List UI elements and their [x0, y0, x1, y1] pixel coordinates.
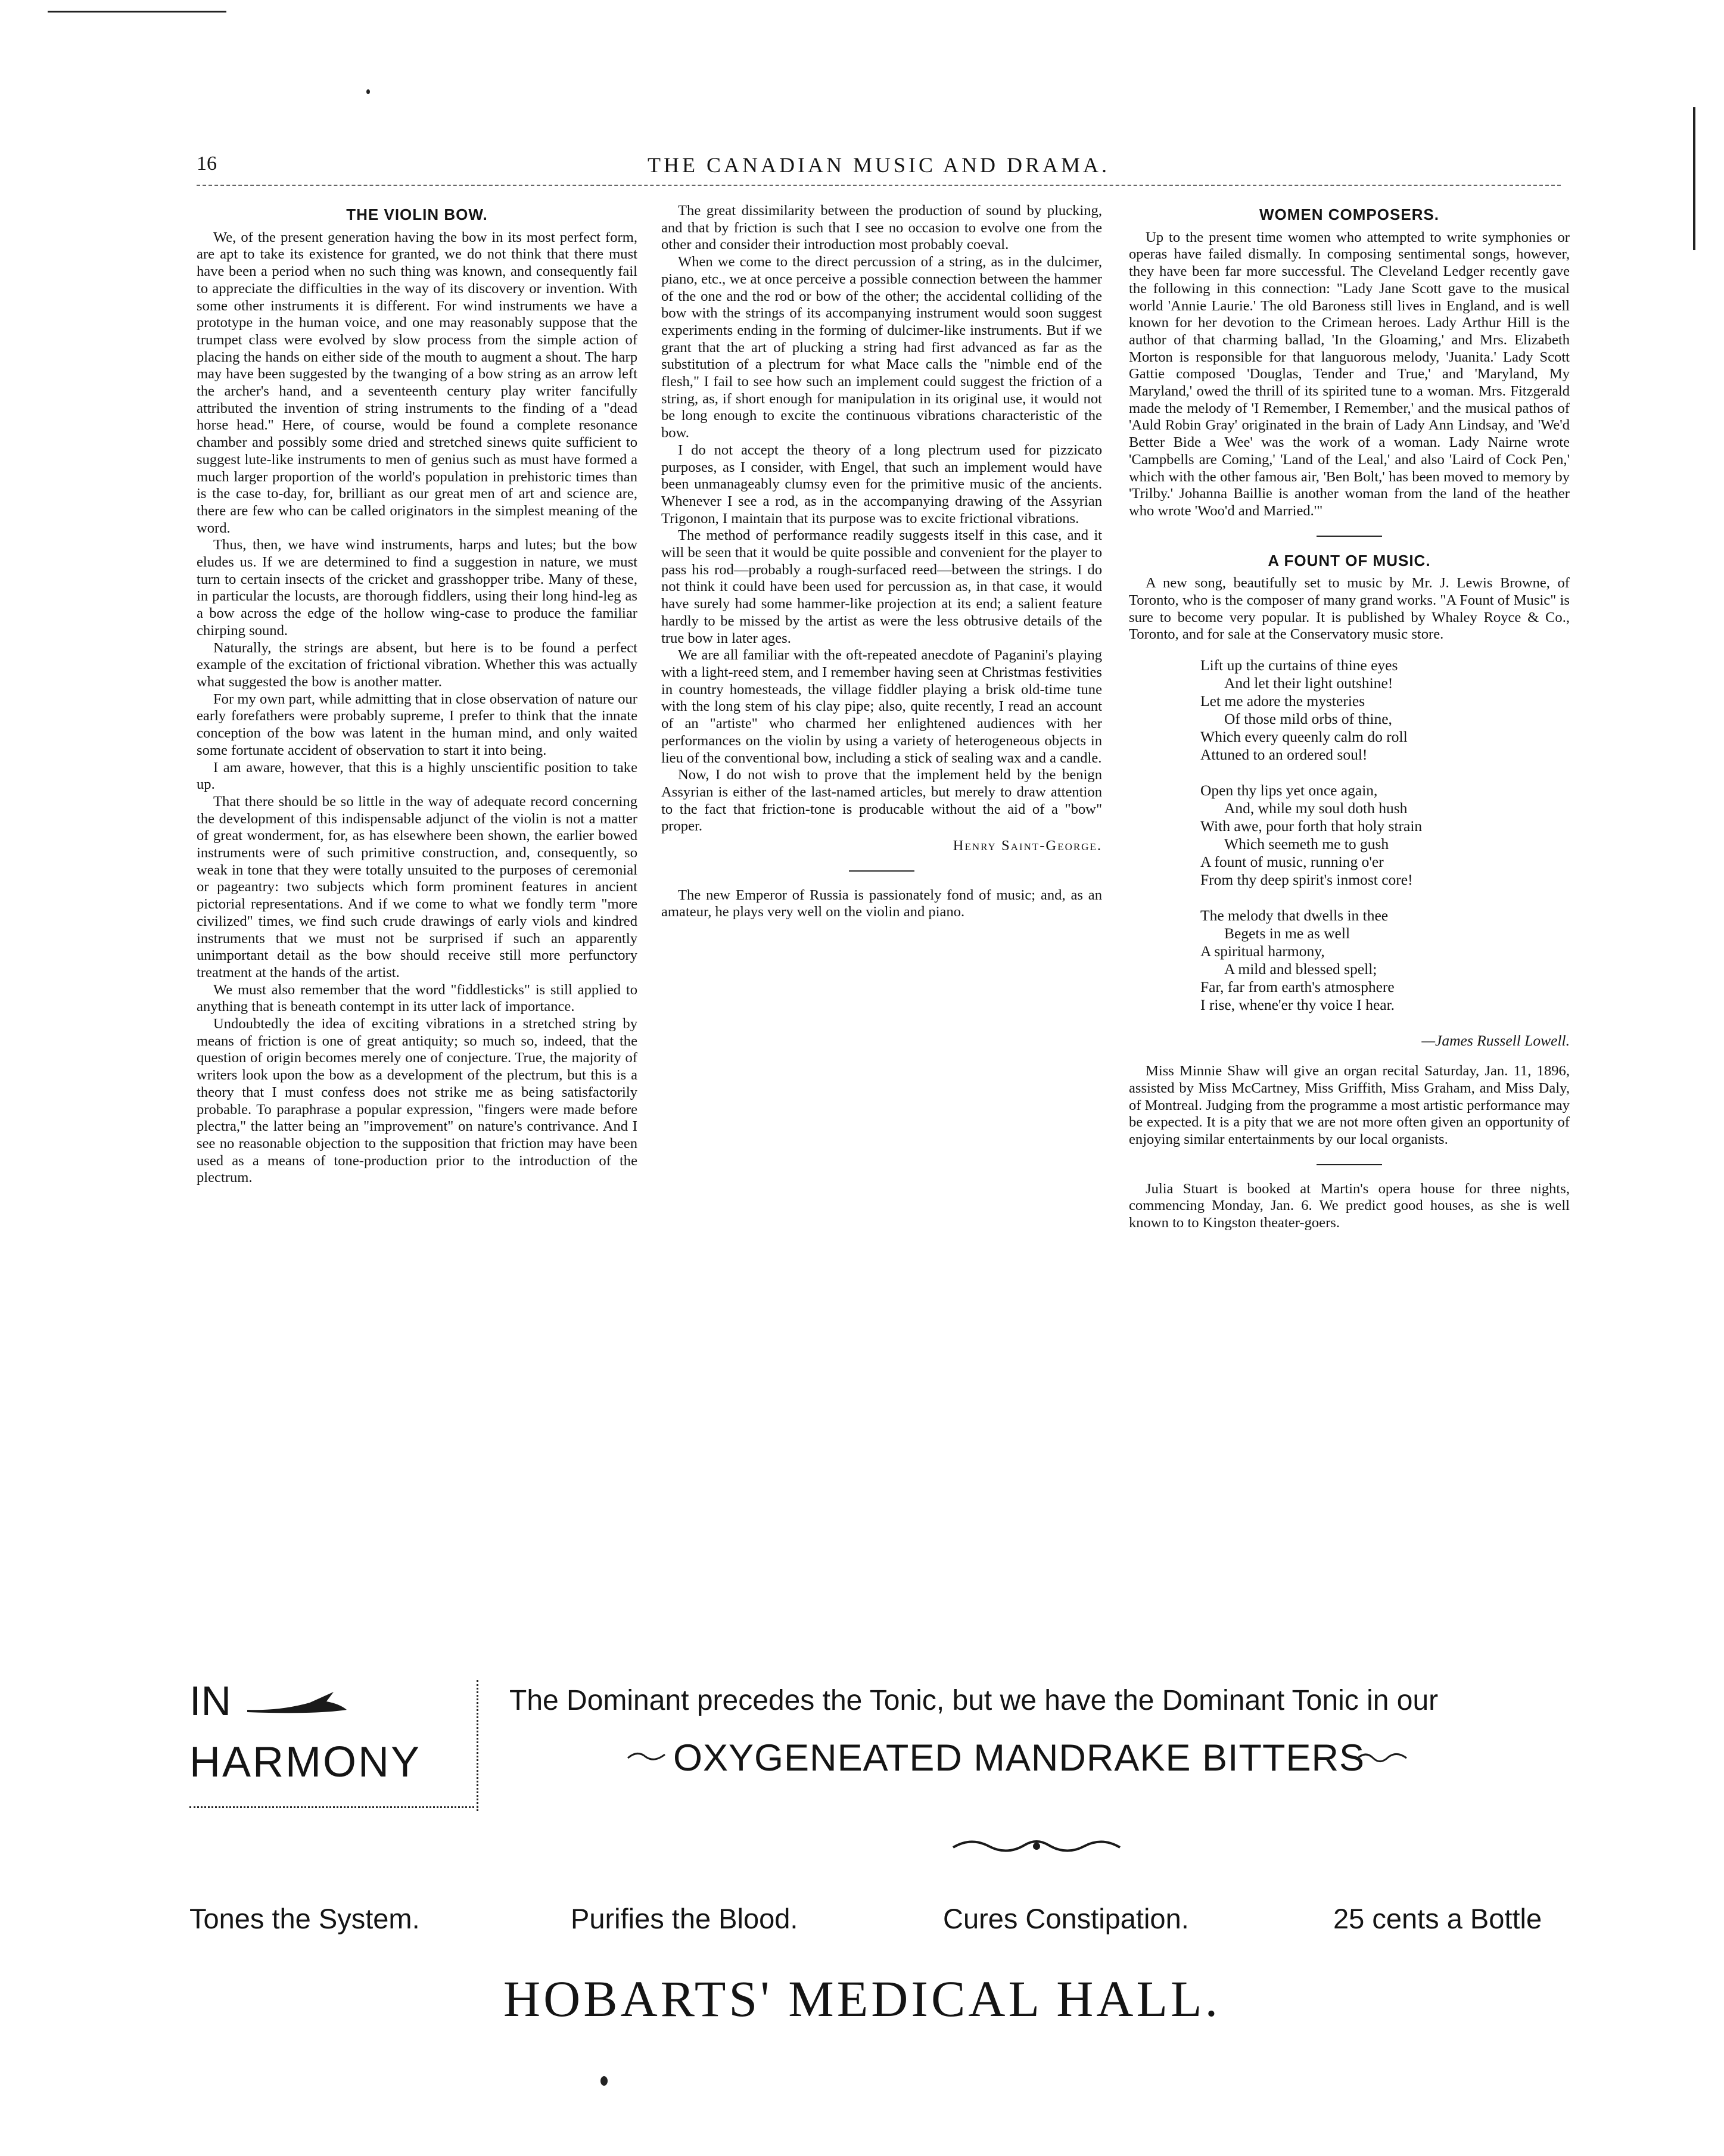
running-title: THE CANADIAN MUSIC AND DRAMA. — [647, 153, 1110, 177]
article-signature: Henry Saint-George. — [953, 838, 1102, 854]
poem-line: A spiritual harmony, — [1200, 942, 1325, 960]
article-paragraph: We, of the present generation having the bow in its most perfect form, are apt to take its existence for granted, we do not think that there must have been a period when no such thing was known, and consequently fail to appreciate the difficulties in the way of its discovery or invention. With some other instruments it is different. For wind instruments we have a prototype in the human voice, and one may reasonably suppose that the trumpet class were evolved by slow process from the simple action of placing the hands on either side of the mouth to augment a shout. The harp may have been suggested by the twanging of a bow string as an arrow left the archer's hand, and a seventeenth century play writer fancifully attributed the invention of string instruments to the finding of a "dead horse head." Here, of course, would be found a complete resonance chamber and possibly some dried and stretched sinews quite sufficient to suggest lute-like instruments to men of genius such as must have formed a much larger proportion of the world's population in prehistoric times than is the case to-day, for, brilliant as our great men of art and science are, there are few who can be called originators in the simplest meaning of the word. — [197, 229, 637, 536]
ornament-divider-icon — [947, 1832, 1126, 1862]
julia-stuart-notice: Julia Stuart is booked at Martin's opera house for three nights, commencing Monday, Jan. 6. We predict good houses, as she is well known to to Kingston theater-goers. — [1129, 1180, 1570, 1231]
ad-product-name: OXYGENEATED MANDRAKE BITTERS — [673, 1737, 1365, 1779]
ad-claim: Cures Constipation. — [943, 1903, 1189, 1934]
article-paragraph: For my own part, while admitting that in close observation of nature our early forefathers were probably supreme, I prefer to think that the innate conception of the bow was latent in the human mind, and only waited some fortunate accident of observation to start it into being. — [197, 690, 637, 758]
poem-line: And let their light outshine! — [1224, 674, 1393, 692]
poem-line: Which every queenly calm do roll — [1200, 728, 1408, 746]
poem-line: Which seemeth me to gush — [1224, 835, 1389, 853]
article-paragraph: I am aware, however, that this is a highly unscientific position to take up. — [197, 759, 637, 793]
emperor-note: The new Emperor of Russia is passionately fond of music; and, as an amateur, he plays very well on the violin and piano. — [661, 886, 1102, 920]
poem-line: Attuned to an ordered soul! — [1200, 746, 1368, 764]
poem-author: —James Russell Lowell. — [1421, 1032, 1570, 1050]
poem-line: I rise, whene'er thy voice I hear. — [1200, 996, 1395, 1014]
women-composers-paragraph: Up to the present time women who attempted to write symphonies or operas have failed dismally. In composing sentimental songs, however, they have been far more successful. The Cleveland Ledger recently gave the following in this connection: "Lady Jane Scott gave to the musical world 'Annie Laurie.' The old Baroness still lives in England, and is well known for her devotion to the Crimean heroes. Lady Arthur Hill is the author of that charming ballad, 'In the Gloaming,' and Mrs. Elizabeth Morton is responsible for that languorous melody, 'Juanita.' Lady Scott Gattie composed 'Douglas, Tender and True,' and 'Maryland, My Maryland,' owed the thrill of its spirited tune to a woman. Mrs. Fitzgerald made the melody of 'I Remember, I Remember,' and the musical pathos of 'Auld Robin Gray' originated in the brain of Lady Ann Lindsay, and 'We'd Better Bide a Wee' was the work of a woman. Lady Nairne wrote 'Campbells are Coming,' 'Land of the Leal,' and also 'Laird of Cock Pen,' which with the other famous air, 'Ben Bolt,' has been moved to memory by 'Trilby.' Johanna Baillie is another woman from the land of the heather who wrote 'Woo'd and Married.'" — [1129, 229, 1570, 519]
section-divider — [1317, 536, 1382, 537]
print-speck — [366, 89, 370, 94]
poem-line: A fount of music, running o'er — [1200, 853, 1384, 871]
article-paragraph: We must also remember that the word "fiddlesticks" is still applied to anything that is beneath contempt in its utter lack of importance. — [197, 981, 637, 1015]
minnie-shaw-notice: Miss Minnie Shaw will give an organ recital Saturday, Jan. 11, 1896, assisted by Miss McCartney, Miss Griffith, Miss Graham, and Miss Daly, of Montreal. Judging from the programme a most artistic performance may be expected. It is a pity that we are not more often given an opportunity of enjoying similar entertainments by our local organists. — [1129, 1063, 1570, 1147]
column-2 — [661, 203, 1102, 921]
ad-tagline: The Dominant precedes the Tonic, but we have the Dominant Tonic in our — [509, 1685, 1439, 1716]
ad-in-word: IN — [189, 1678, 231, 1724]
column-1 — [197, 203, 637, 1187]
column-3 — [1129, 203, 1570, 1232]
poem-line: Lift up the curtains of thine eyes — [1200, 657, 1398, 674]
ad-claim: Tones the System. — [189, 1903, 420, 1934]
article-paragraph: The method of performance readily suggests itself in this case, and it will be seen that it would be quite possible and convenient for the player to pass his rod—probably a rough-surfaced reed—between the strings. I do not think it could have been used for percussion as, in that case, it would have surely had some hammer-like projection at its end; a salient feature hardly to be missed by the artist as were the less obtrusive details of the true bow in later ages. — [661, 527, 1102, 646]
women-composers-title: WOMEN COMPOSERS. — [1259, 206, 1439, 223]
fount-of-music-title: A FOUNT OF MUSIC. — [1268, 551, 1431, 570]
flourish-left-icon — [626, 1747, 667, 1765]
top-edge-rule — [48, 11, 226, 13]
article-paragraph: When we come to the direct percussion of a string, as in the dulcimer, piano, etc., we at once perceive a possible connection between the hammer of the one and the rod or bow of the other; the accidental colliding of the bow with the strings of its accompanying instrument would soon suggest experiments ending in the forming of dulcimer-like instruments. But if we grant that the art of plucking a string had first advanced as far as the substitution of a plectrum for what Mace calls the "nimble end of the flesh," I fail to see how such an implement could suggest the friction of a string, as, if short enough for manipulation in its original use, it would not be long enough to excite the continuous vibrations characteristic of the bow. — [661, 254, 1102, 441]
poem-stanza — [1200, 657, 1570, 764]
poem-line: With awe, pour forth that holy strain — [1200, 817, 1423, 835]
flourish-right-icon — [1355, 1750, 1409, 1768]
section-divider — [849, 870, 914, 872]
page-number: 16 — [197, 153, 217, 175]
article-paragraph: Now, I do not wish to prove that the implement held by the benign Assyrian is either of the last-named articles, but merely to draw attention to the fact that friction-tone is producable without the aid of a "bow" proper. — [661, 767, 1102, 835]
ad-harmony-word: HARMONY — [189, 1738, 422, 1786]
article-paragraph: We are all familiar with the oft-repeated anecdote of Paganini's playing with a light-reed stem, and I remember having seen at Christmas festivities in country homesteads, the village fiddler playing a brisk old-time tune with the long stem of his clay pipe; also, quite recently, I read an account of an "artiste" who charmed her enlightened audiences with her performances on the violin by using a variety of heterogeneous objects in lieu of the conventional bow, including a stick of sealing wax and a candle. — [661, 647, 1102, 766]
poem-line: From thy deep spirit's inmost core! — [1200, 871, 1413, 889]
poem-stanza — [1200, 782, 1570, 889]
article-paragraph: Naturally, the strings are absent, but here is to be found a perfect example of the excitation of frictional vibration. Whether this was actually what suggested the bow is another matter. — [197, 639, 637, 690]
poem-line: Begets in me as well — [1224, 925, 1350, 942]
edge-mark — [1693, 107, 1700, 250]
print-speck — [600, 2076, 608, 2086]
ad-claim: Purifies the Blood. — [571, 1903, 798, 1934]
section-divider — [1317, 1164, 1382, 1165]
page-header — [197, 149, 1561, 186]
poem-line: A mild and blessed spell; — [1224, 960, 1377, 978]
fount-of-music-paragraph: A new song, beautifully set to music by Mr. J. Lewis Browne, of Toronto, who is the composer of many grand works. "A Fount of Music" is sure to become very popular. It is published by Whaley Royce & Co., Toronto, and for sale at the Conservatory music store. — [1129, 575, 1570, 643]
ad-dotted-border — [477, 1680, 478, 1811]
ad-claims — [189, 1902, 1569, 1944]
poem — [1200, 657, 1570, 1050]
poem-line: Far, far from earth's atmosphere — [1200, 978, 1395, 996]
article-paragraph: Thus, then, we have wind instruments, harps and lutes; but the bow eludes us. If we are determined to find a suggestion in nature, we must turn to certain insects of the cricket and grasshopper tribe. Many of these, in particular the locusts, are thorough fiddlers, using their long hind-leg as a bow across the edge of the hollow wing-case to produce the familiar chirping sound. — [197, 537, 637, 639]
violin-bow-title: THE VIOLIN BOW. — [346, 206, 488, 223]
article-paragraph: Undoubtedly the idea of exciting vibrations in a stretched string by means of friction is one of great antiquity; so much so, indeed, that the question of origin becomes merely one of conjecture. True, the majority of writers look upon the bow as a development of the plectrum, but this is a theory that I must confess does not strike me as being satisfactorily probable. To paraphrase a popular expression, "fingers were made before plectra," the latter being an "improvement" on nature's contrivance. And I see no reasonable objection to the supposition that friction may have been used as a means of tone-production prior to the introduction of the plectrum. — [197, 1016, 637, 1186]
advertisement — [0, 1653, 1724, 2118]
poem-line: Open thy lips yet once again, — [1200, 782, 1378, 799]
ad-dotted-border — [189, 1806, 478, 1808]
pointing-hand-icon — [244, 1686, 351, 1716]
poem-line: The melody that dwells in thee — [1200, 907, 1389, 925]
poem-stanza — [1200, 907, 1570, 1014]
article-paragraph: The great dissimilarity between the production of sound by plucking, and that by friction is such that I see no occasion to evolve one from the other and consider their introduction most probably coeval. — [661, 203, 1102, 253]
ad-claim: 25 cents a Bottle — [1333, 1903, 1542, 1934]
article-paragraph: I do not accept the theory of a long plectrum used for pizzicato purposes, as I consider, with Engel, that such an implement would have been unmanageably clumsy even for the primitive music of the ancients. Whenever I see a rod, as in the accompanying drawing of the Assyrian Trigonon, I maintain that its purpose was to excite frictional vibrations. — [661, 441, 1102, 527]
ad-store-name: HOBARTS' MEDICAL HALL. — [503, 1970, 1221, 2027]
article-paragraph: That there should be so little in the way of adequate record concerning the development of this indispensable adjunct of the violin is not a matter of great wonderment, for, as has elsewhere been shown, the earlier bowed instruments were of such primitive construction, and, consequently, so weak in tone that they were totally unsuited to the purposes of ceremonial or pageantry: two subjects which form prominent features in ancient pictorial representations. And if we come to what we fondly term "more civilized" times, we find such crude drawings of early viols and kindred instruments that we must not be surprised if such an apparently unimportant detail as the bow should receive still more perfunctory treatment at the hands of the artist. — [197, 793, 637, 981]
poem-line: Of those mild orbs of thine, — [1224, 710, 1392, 728]
poem-line: And, while my soul doth hush — [1224, 799, 1408, 817]
poem-line: Let me adore the mysteries — [1200, 692, 1365, 710]
